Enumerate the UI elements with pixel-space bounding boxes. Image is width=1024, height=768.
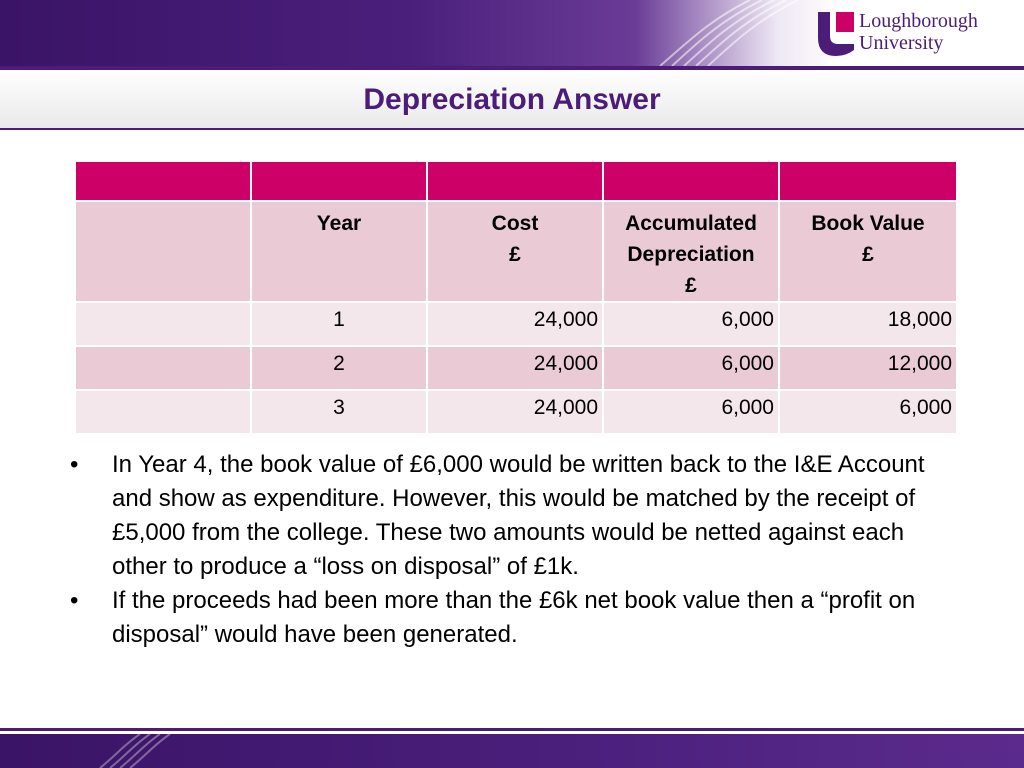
depreciation-table xyxy=(76,162,956,435)
table-header-cell xyxy=(428,162,604,202)
footer-band xyxy=(0,734,1024,768)
column-label-year xyxy=(252,202,428,303)
cell-year: 2 xyxy=(252,347,428,391)
cell-accumulated-depreciation: 6,000 xyxy=(604,347,780,391)
slide-title: Depreciation Answer xyxy=(363,83,661,116)
cell-book-value: 6,000 xyxy=(780,391,956,435)
cell-book-value: 18,000 xyxy=(780,303,956,347)
university-logo xyxy=(816,10,1021,60)
cell-accumulated-depreciation: 6,000 xyxy=(604,391,780,435)
bullet-text: In Year 4, the book value of £6,000 would be written back to the I&E Account and show as expenditure. However, this would be matched by the receipt of £5,000 from the college. These two amounts would be netted against each other to produce a “loss on disposal” of £1k. xyxy=(112,451,925,580)
bullet-list xyxy=(70,448,960,652)
logo-text-line1: Loughborough xyxy=(859,10,978,32)
cell-cost: 24,000 xyxy=(428,347,604,391)
cell-year: 1 xyxy=(252,303,428,347)
table-cell-empty xyxy=(76,391,252,435)
table-label-row xyxy=(76,202,956,303)
cell-year: 3 xyxy=(252,391,428,435)
column-label-year-text: Year xyxy=(316,212,362,235)
cell-cost: 24,000 xyxy=(428,391,604,435)
column-label-book-value-line2: £ xyxy=(862,243,874,266)
table-row xyxy=(76,303,956,347)
table-row xyxy=(76,391,956,435)
cell-accumulated-depreciation: 6,000 xyxy=(604,303,780,347)
column-label-cost-line2: £ xyxy=(509,243,521,266)
logo-text-line2: University xyxy=(859,32,944,54)
table-cell-empty xyxy=(76,347,252,391)
column-label-book-value xyxy=(780,202,956,303)
column-label-accumulated-depreciation xyxy=(604,202,780,303)
column-label-accumulated-line1: Accumulated xyxy=(625,212,757,235)
cell-cost: 24,000 xyxy=(428,303,604,347)
table-header-cell xyxy=(604,162,780,202)
table-header-cell xyxy=(252,162,428,202)
column-label-book-value-line1: Book Value xyxy=(811,212,925,235)
table-header-cell xyxy=(780,162,956,202)
bullet-item xyxy=(70,584,960,652)
table-label-cell-empty xyxy=(76,202,252,303)
cell-book-value: 12,000 xyxy=(780,347,956,391)
logo-shield-icon xyxy=(816,10,856,56)
table-header-cell xyxy=(76,162,252,202)
footer-swoosh-decoration xyxy=(0,734,1024,768)
column-label-cost-line1: Cost xyxy=(491,212,539,235)
bullet-marker: • xyxy=(70,587,79,614)
column-label-cost xyxy=(428,202,604,303)
footer-divider xyxy=(0,728,1024,731)
table-row xyxy=(76,347,956,391)
column-label-accumulated-line2: Depreciation xyxy=(627,243,755,266)
bullet-item xyxy=(70,448,960,584)
column-label-accumulated-line3: £ xyxy=(685,274,697,297)
bullet-marker: • xyxy=(70,451,79,478)
bullet-text: If the proceeds had been more than the £6k net book value then a “profit on disposal” would have been generated. xyxy=(112,587,916,648)
table-header-row xyxy=(76,162,956,202)
table-cell-empty xyxy=(76,303,252,347)
